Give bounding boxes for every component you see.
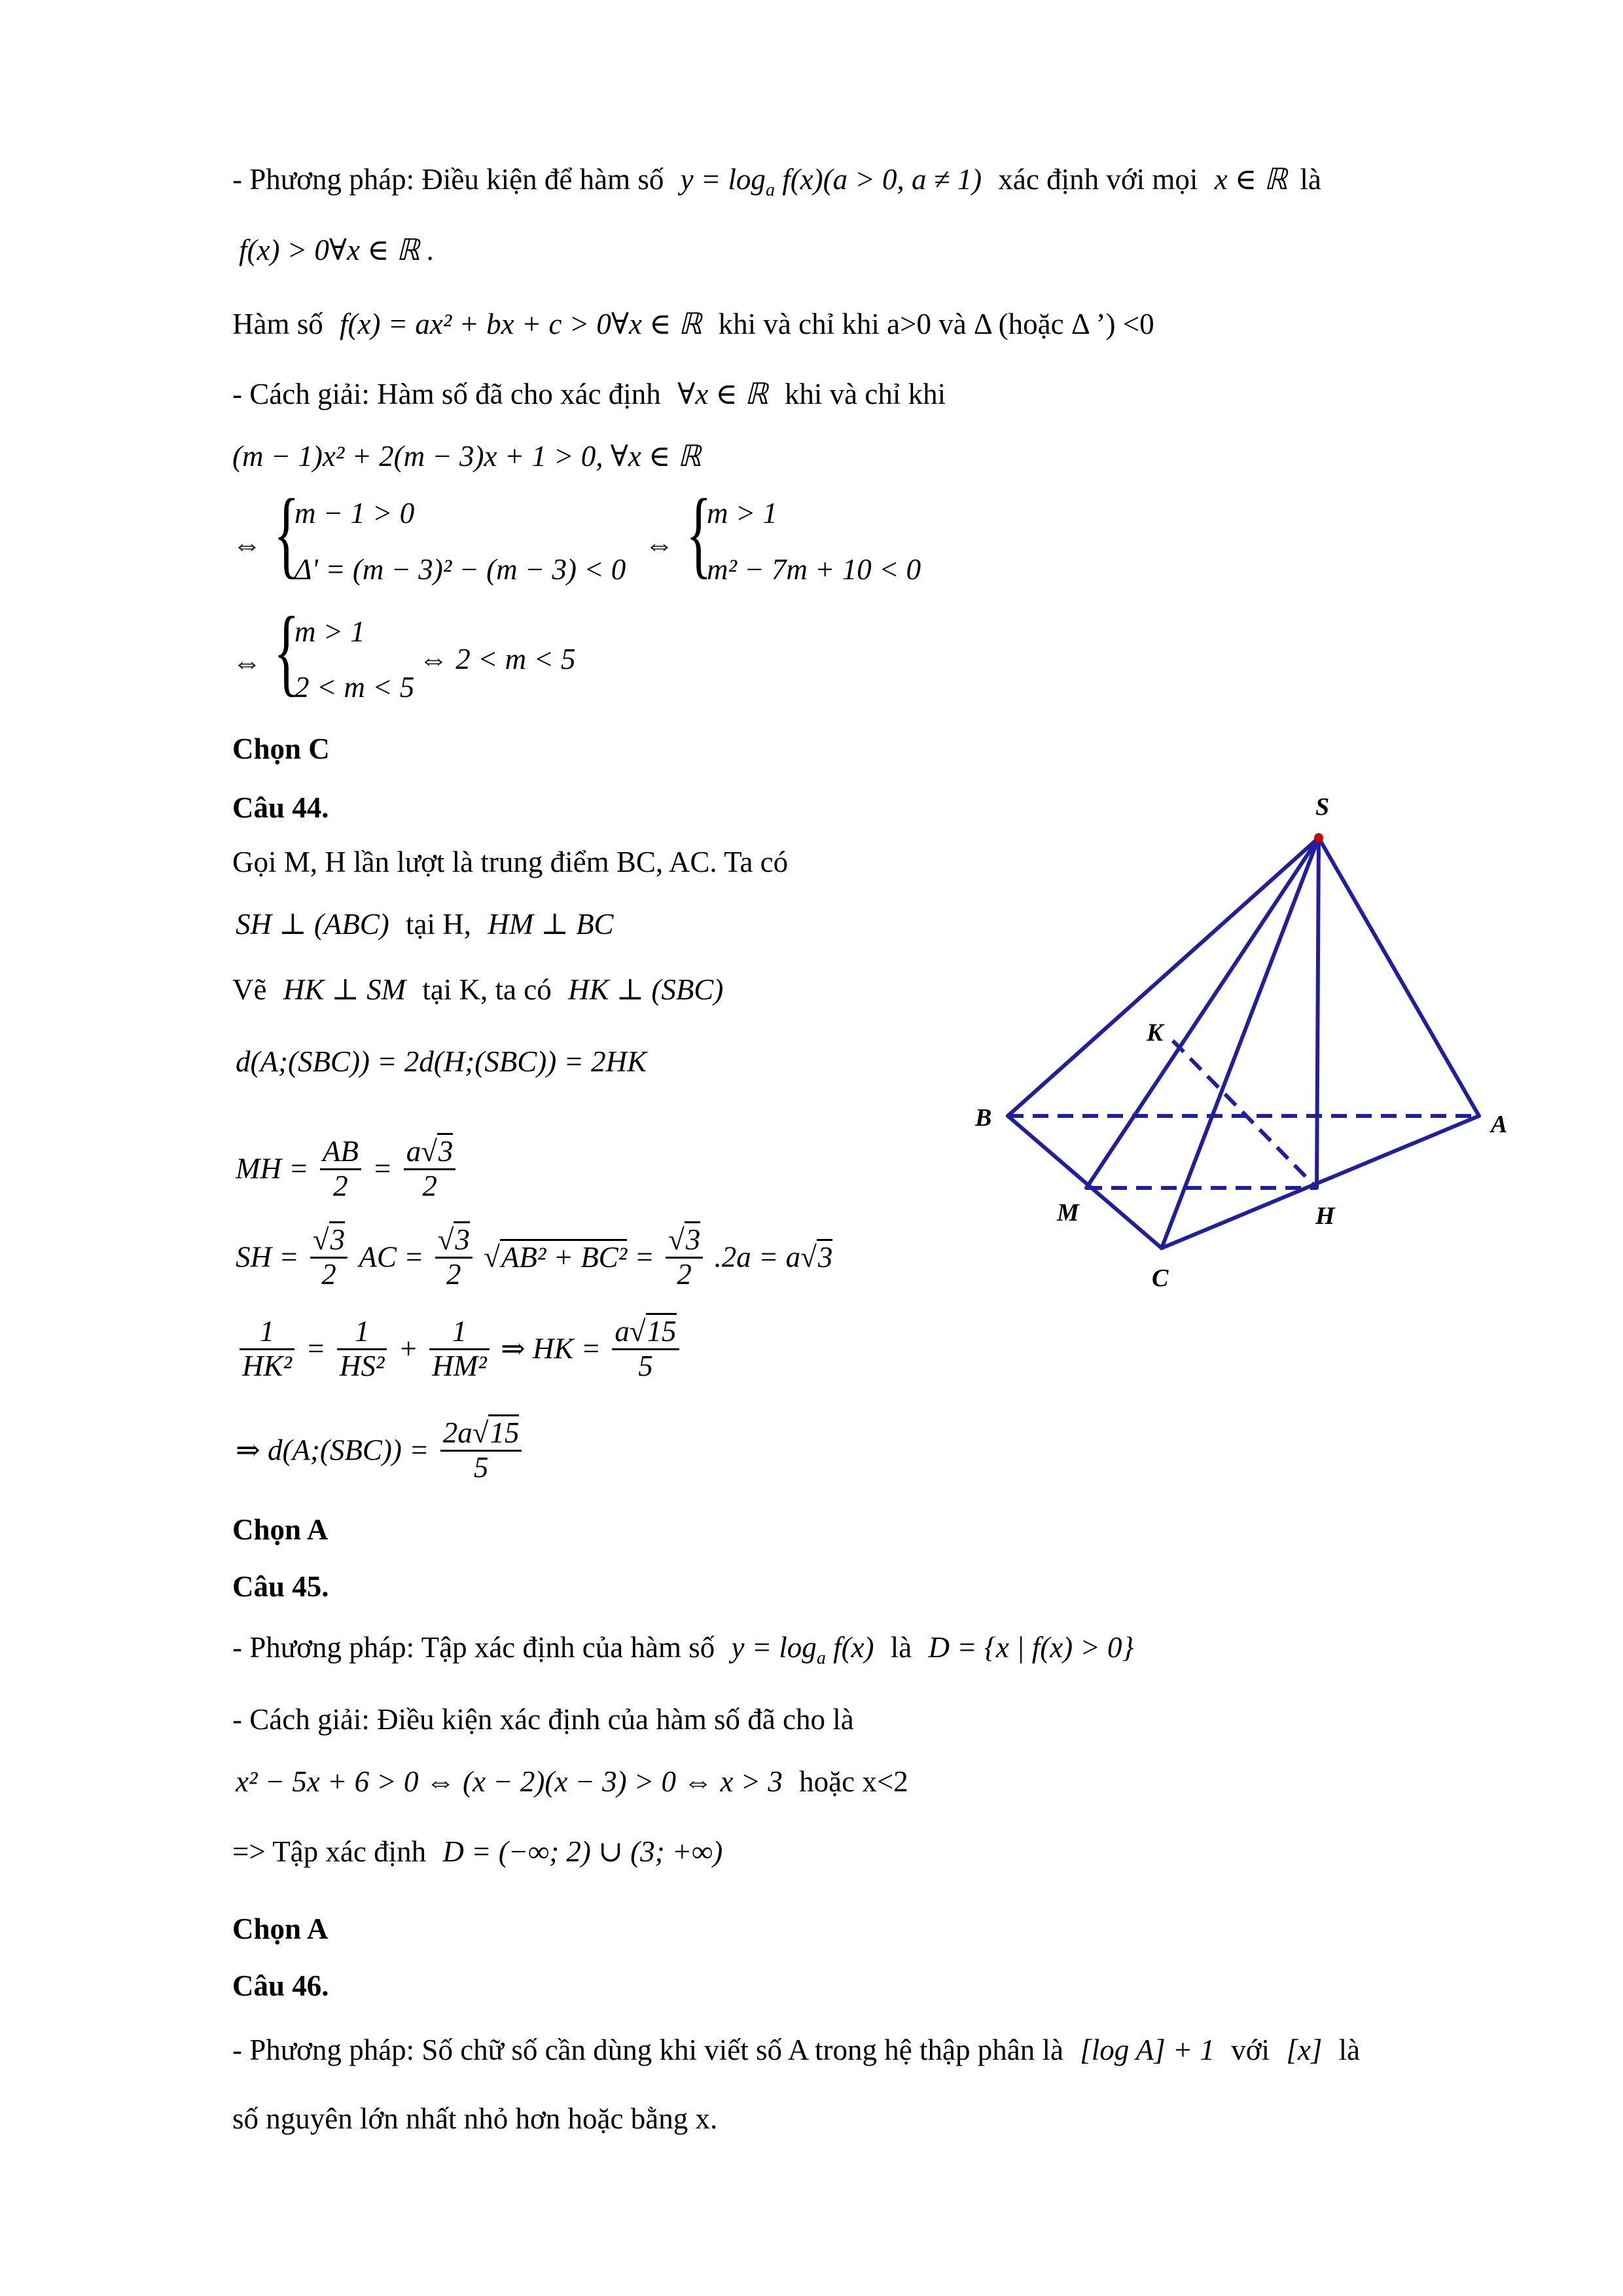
line3-post: khi và chỉ khi a>0 và Δ (hoặc Δ ’) <0 [718,308,1154,340]
hk-perp-sm: HK ⊥ SM [283,973,406,1006]
q46-title: Câu 46. [232,1969,329,2002]
q46-l1-mid: với [1231,2034,1270,2066]
q45-line-1 [232,1633,1134,1668]
q46-l1-post: là [1338,2034,1361,2066]
label-k: K [1147,1019,1164,1047]
q45-l1-mid: là [890,1631,912,1664]
solve-domain: ∀x ∈ ℝ [677,378,768,410]
q44-l2-mid: tại H, [406,908,472,941]
vertex-s-dot [1314,833,1323,842]
q45-l4-pre: => Tập xác định [232,1835,427,1868]
inequality-line: (m − 1)x² + 2(m − 3)x + 1 > 0, ∀x ∈ ℝ [232,440,702,473]
q44-line-1: Gọi M, H lần lượt là trung điểm BC, AC. Ta có [232,846,789,878]
distance-equation: d(A;(SBC)) = 2d(H;(SBC)) = 2HK [236,1045,647,1078]
equiv-symbol-3: ⇔ [232,646,262,679]
answer-c: Chọn C [232,732,330,765]
q45-line-4 [232,1837,722,1867]
label-m: M [1057,1199,1079,1227]
label-h: H [1315,1202,1335,1230]
edge-bc [1008,1116,1162,1248]
q44-l3-pre: Vẽ [232,973,267,1006]
label-c: C [1152,1265,1169,1292]
edge-sh [1317,838,1319,1188]
q44-line-3 [232,975,723,1005]
answer-a-44: Chọn A [232,1513,329,1546]
method-line-1 [232,165,1321,200]
result-line: ⇔ 2 < m < 5 [419,643,576,675]
q46-line-1 [232,2036,1360,2065]
q46-floor-x: [x] [1286,2034,1323,2066]
label-a: A [1491,1111,1508,1138]
q46-l1-pre: - Phương pháp: Số chữ số cần dùng khi viết số A trong hệ thập phân là [232,2034,1063,2066]
final-distance: ⇒ d(A;(SBC)) = $\frac{2a√15}{5}$ [236,1417,526,1484]
brace-1: { [274,479,300,588]
domain-math: x ∈ ℝ [1214,163,1288,196]
sys2-line-b: m² − 7m + 10 < 0 [707,553,921,586]
sys2-line-a: m > 1 [707,497,777,529]
label-b: B [975,1104,992,1132]
hk-equation: $\frac{1}{\text{HK²}}$ = $\frac{1}{\text{HS²}}$ + $\frac{1}{\text{HM²}}$ ⇒ HK = $\frac{a√15}{5}$ [236,1316,683,1382]
q46-log-floor: [log A] + 1 [1080,2034,1215,2066]
q45-l3-post: hoặc x<2 [799,1765,908,1798]
sys1-line-b: Δ' = (m − 3)² − (m − 3) < 0 [294,553,626,586]
mh-equation: MH = $\frac{AB}{2}$ = $\frac{a√3}{2}$ [236,1136,459,1202]
equiv-symbol-2: ⇔ [645,528,674,561]
q44-l3-mid: tại K, ta có [422,973,552,1006]
q46-line-2: số nguyên lớn nhất nhỏ hơn hoặc bằng x. [232,2102,718,2135]
method-la: là [1300,163,1321,196]
q45-line-3 [236,1767,908,1797]
solve-intro-line [232,380,946,409]
sh-equation: SH = $\frac{√3}{2}$ AC = $\frac{√3}{2}$ √AB² + BC² = $\frac{√3}{2}$ .2a = a√3 [236,1224,832,1291]
sys3-line-a: m > 1 [294,615,365,648]
method-line-2: f(x) > 0∀x ∈ ℝ . [239,234,435,266]
sh-perp-abc: SH ⊥ (ABC) [236,908,389,941]
q44-title: Câu 44. [232,791,329,824]
sys1-line-a: m − 1 > 0 [294,497,415,529]
q45-domain-set: D = {x | f(x) > 0} [928,1631,1134,1664]
q45-title: Câu 45. [232,1570,329,1603]
sys3-line-b: 2 < m < 5 [294,671,415,704]
q44-line-2 [236,910,614,939]
edge-sa [1319,838,1479,1116]
quadratic-formula: f(x) = ax² + bx + c > 0∀x ∈ ℝ [340,308,702,340]
label-s: S [1315,793,1330,821]
pyramid-figure [962,779,1525,1316]
solve-post: khi và chỉ khi [784,378,946,410]
q45-line-2: - Cách giải: Điều kiện xác định của hàm số đã cho là [232,1703,854,1736]
method-intro: - Phương pháp: Điều kiện để hàm số [232,163,664,196]
q45-domain-result: D = (−∞; 2) ∪ (3; +∞) [442,1835,723,1868]
method-after: xác định với mọi [998,163,1198,196]
line3-pre: Hàm số [232,308,323,340]
solve-intro: - Cách giải: Hàm số đã cho xác định [232,378,661,410]
q45-l1-pre: - Phương pháp: Tập xác định của hàm số [232,1631,715,1664]
brace-2: { [686,479,712,588]
q45-inequality: x² − 5x + 6 > 0 ⇔ (x − 2)(x − 3) > 0 ⇔ x > 3 [236,1765,783,1798]
q45-log: $y = \log_a f(x)$ [731,1631,874,1668]
brace-3: { [274,597,300,706]
log-formula: $y = \log_a f(x)(a > 0$, a ≠ 1) [680,163,982,200]
method-line-3 [232,310,1154,339]
equiv-symbol-1: ⇔ [232,528,262,561]
hm-perp-bc: HM ⊥ BC [488,908,614,941]
answer-a-45: Chọn A [232,1912,329,1945]
hk-perp-sbc: HK ⊥ (SBC) [568,973,724,1006]
